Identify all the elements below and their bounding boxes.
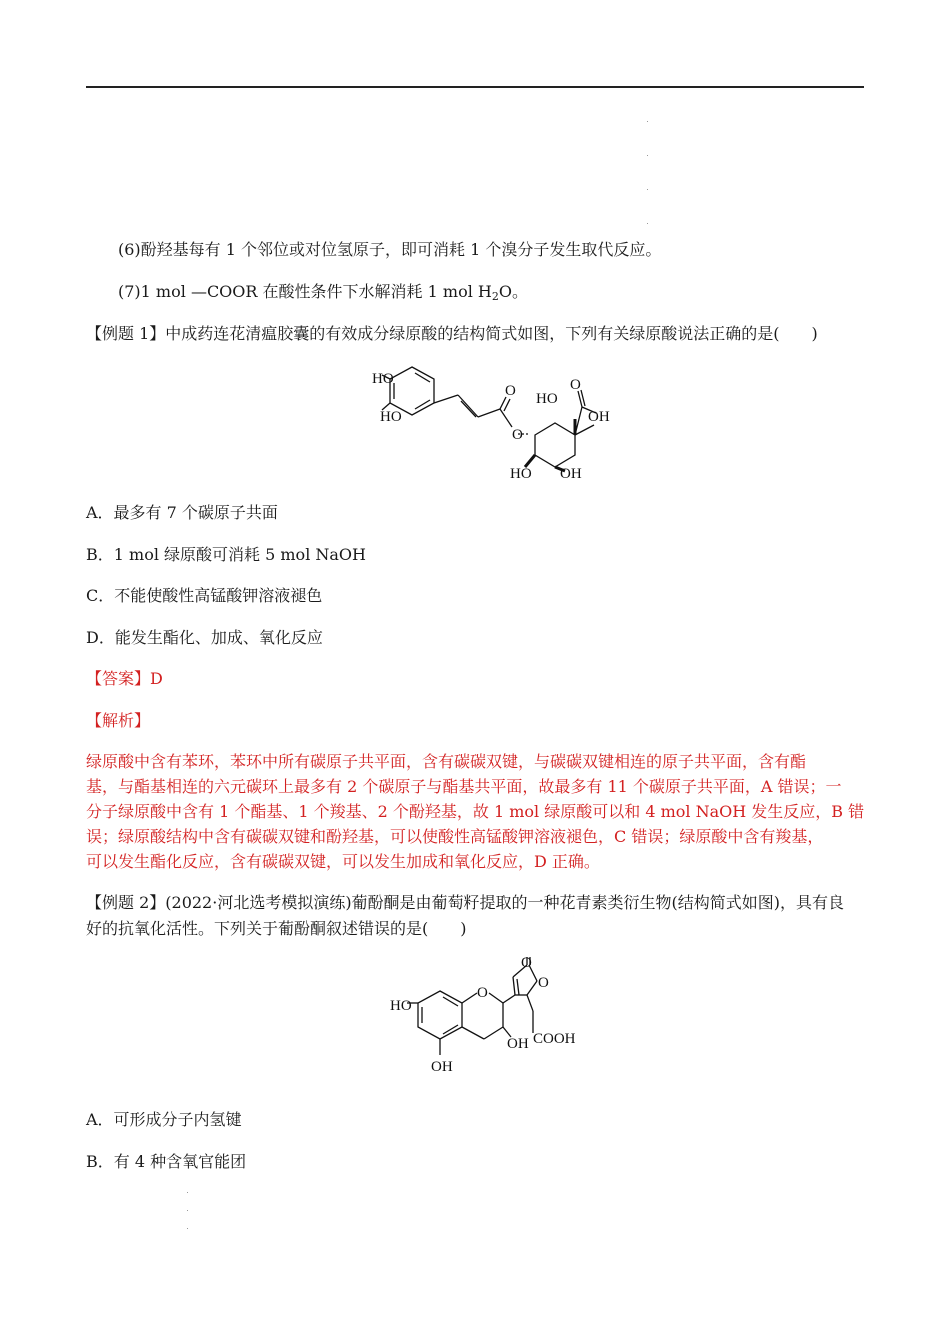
example1-answer: 【答案】D xyxy=(86,669,163,688)
label-o-ester: O xyxy=(512,427,523,443)
label-o-carbonyl: O xyxy=(505,383,516,399)
faint-mark xyxy=(647,121,648,122)
label-o-top: O xyxy=(521,955,532,971)
faint-mark xyxy=(187,1228,188,1229)
label-oh-bottom: OH xyxy=(431,1059,453,1075)
example1-option-d: D．能发生酯化、加成、氧化反应 xyxy=(86,628,323,647)
label-ho1: HO xyxy=(372,371,394,387)
example1-analysis-title: 【解析】 xyxy=(86,711,151,730)
example1-option-a: A．最多有 7 个碳原子共面 xyxy=(86,503,278,522)
example2-question-line-2: 好的抗氧化活性。下列关于葡酚酮叙述错误的是( ) xyxy=(86,919,467,938)
label-o-lactone: O xyxy=(538,975,549,991)
faint-mark xyxy=(187,1210,188,1211)
header-rule xyxy=(86,86,864,88)
chlorogenic-acid-structure xyxy=(360,355,620,485)
label-oh-acid: OH xyxy=(588,409,610,425)
example2-option-b: B．有 4 种含氧官能团 xyxy=(86,1152,247,1171)
label-oh-mid: OH xyxy=(507,1036,529,1052)
example1-question: 【例题 1】中成药连花清瘟胶囊的有效成分绿原酸的结构简式如图，下列有关绿原酸说法正确的是( ) xyxy=(86,324,818,343)
analysis-line-5: 可以发生酯化反应，含有碳碳双键，可以发生加成和氧化反应，D 正确。 xyxy=(86,852,600,871)
faint-mark xyxy=(647,223,648,224)
label-ho2: HO xyxy=(380,409,402,425)
example2-option-a: A．可形成分子内氢键 xyxy=(86,1110,242,1129)
label-ho-bottom: HO xyxy=(510,466,532,482)
example1-option-c: C．不能使酸性高锰酸钾溶液褪色 xyxy=(86,586,323,605)
faint-mark xyxy=(187,1192,188,1193)
viniferone-structure xyxy=(385,955,600,1085)
rule-item-7: (7)1 mol —COOR 在酸性条件下水解消耗 1 mol $H_2O$。 xyxy=(118,282,528,303)
example1-option-b: B．1 mol 绿原酸可消耗 5 mol NaOH xyxy=(86,545,367,564)
faint-mark xyxy=(647,155,648,156)
label-cooh: COOH xyxy=(533,1031,576,1047)
label-ho-left: HO xyxy=(390,998,412,1014)
label-oh-bottom: OH xyxy=(560,466,582,482)
analysis-line-3: 分子绿原酸中含有 1 个酯基、1 个羧基、2 个酚羟基，故 1 mol 绿原酸可以和 4 mol NaOH 发生反应，B 错 xyxy=(86,802,865,821)
label-o-ring: O xyxy=(477,985,488,1001)
faint-mark xyxy=(647,189,648,190)
analysis-line-4: 误；绿原酸结构中含有碳碳双键和酚羟基，可以使酸性高锰酸钾溶液褪色，C 错误；绿原酸中含有羧基， xyxy=(86,827,824,846)
label-ho-ring: HO xyxy=(536,391,558,407)
rule-item-6: (6)酚羟基每有 1 个邻位或对位氢原子，即可消耗 1 个溴分子发生取代反应。 xyxy=(118,240,662,259)
label-o-acid: O xyxy=(570,377,581,393)
analysis-line-2: 基，与酯基相连的六元碳环上最多有 2 个碳原子与酯基共平面，故最多有 11 个碳原子共平面，A 错误；一 xyxy=(86,777,842,796)
analysis-line-1: 绿原酸中含有苯环，苯环中所有碳原子共平面，含有碳碳双键，与碳碳双键相连的原子共平面，含有酯 xyxy=(86,752,807,771)
example2-question-line-1: 【例题 2】(2022·河北选考模拟演练)葡酚酮是由葡萄籽提取的一种花青素类衍生物(结构简式如图)，具有良 xyxy=(86,893,845,912)
